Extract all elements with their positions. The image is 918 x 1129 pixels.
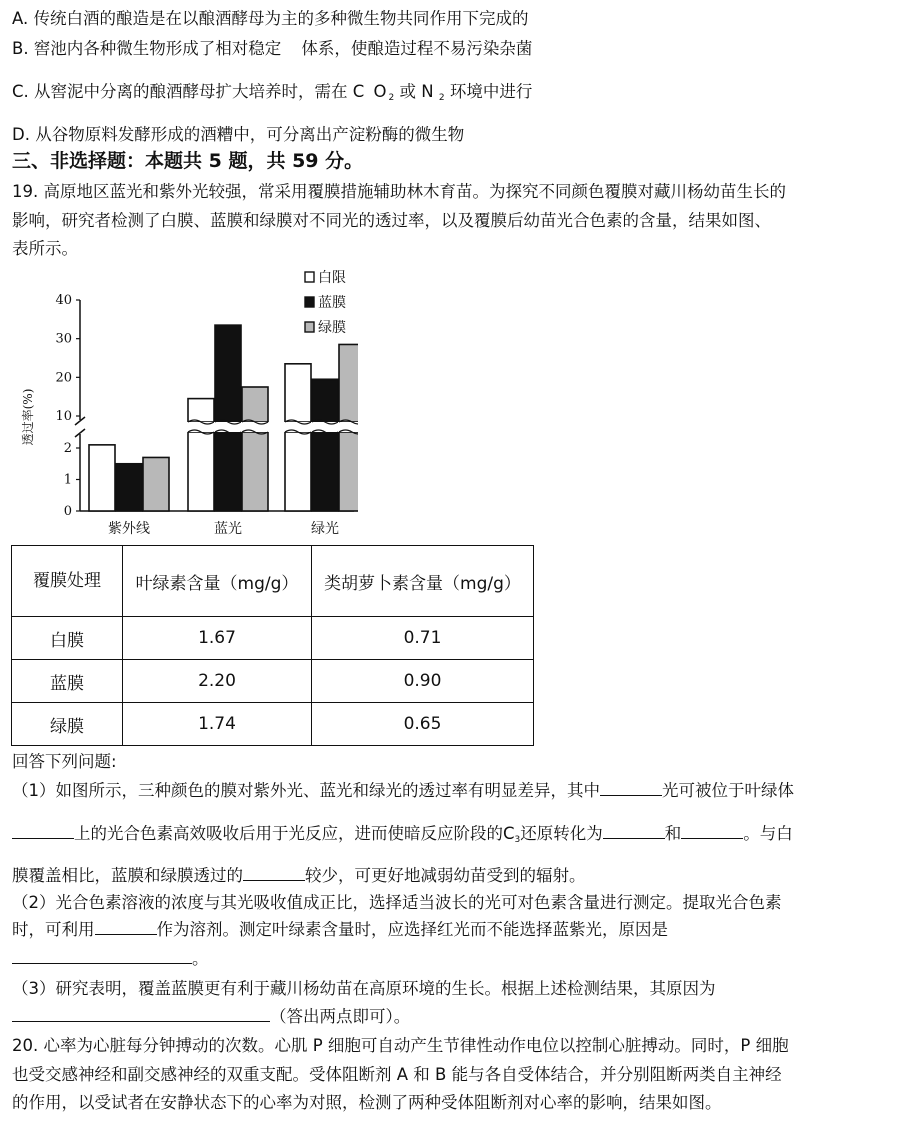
table-row	[12, 660, 534, 703]
table-cell: 0.65	[312, 703, 534, 746]
option-b	[12, 37, 532, 61]
option-c-part2: 环境中进行	[449, 82, 533, 101]
legend-label: 绿膜	[318, 320, 346, 336]
answer-blank[interactable]	[600, 781, 662, 796]
q19-part3-line2	[12, 1005, 410, 1029]
q19-part1-text: 。与白	[743, 824, 793, 843]
option-c	[12, 80, 532, 110]
table-cell: 蓝膜	[12, 660, 123, 703]
x-category-label: 紫外线	[108, 521, 150, 537]
legend-label: 白限	[318, 270, 346, 286]
bar	[143, 457, 169, 511]
q19-part1-text: 光可被位于叶绿体	[662, 781, 794, 800]
table-cell: 绿膜	[12, 703, 123, 746]
y-tick-label: 20	[55, 370, 72, 386]
q19-part2-text: 时，可利用	[12, 920, 95, 939]
bar	[89, 445, 115, 511]
bar-lower-part	[312, 432, 338, 511]
legend-label: 蓝膜	[318, 295, 346, 311]
table-header-cell: 叶绿素含量（mg/g）	[123, 546, 312, 617]
option-b-part1: B. 窖池内各种微生物形成了相对稳定	[12, 39, 282, 58]
q19-part1-line3	[12, 864, 586, 888]
q19-part3-text: （答出两点即可）。	[270, 1007, 411, 1026]
q19-intro-line2: 影响，研究者检测了白膜、蓝膜和绿膜对不同光的透过率，以及覆膜后幼苗光合色素的含量，结果如图、	[12, 211, 771, 230]
y-tick-label: 30	[55, 331, 72, 347]
option-b-part2: 体系，使酿造过程不易污染杂菌	[301, 39, 533, 58]
q20-line3: 的作用，以受试者在安静状态下的心率为对照，检测了两种受体阻断剂对心率的影响，结果如图。	[12, 1093, 722, 1112]
bar-lower-part	[285, 432, 311, 511]
chart-bars	[89, 325, 358, 511]
q19-part1-text: 上的光合色素高效吸收后用于光反应，进而使暗反应阶段的	[74, 824, 503, 843]
q19-part2-text: 。	[192, 949, 209, 968]
answer-prompt: 回答下列问题:	[12, 752, 117, 771]
y-tick-label: 10	[55, 409, 72, 424]
c3-label: C	[503, 824, 515, 843]
chart-legend	[305, 270, 346, 336]
q19-part2-line3	[12, 947, 209, 971]
q19-intro-line3: 表所示。	[12, 239, 78, 258]
q19-part1-line2	[12, 822, 793, 852]
n2-label: N	[421, 82, 434, 101]
answer-blank[interactable]	[603, 824, 665, 839]
q19-part1-text: 和	[664, 824, 682, 843]
y-tick-label: 2	[63, 441, 72, 456]
table-header-row	[12, 546, 534, 617]
bar-upper-part	[215, 325, 241, 422]
q19-part1-text: 膜覆盖相比，蓝膜和绿膜透过的	[12, 866, 243, 885]
option-c-or: 或	[399, 82, 417, 101]
y-tick-label: 1	[63, 472, 72, 488]
x-category-label: 绿光	[311, 521, 339, 537]
c3-subscript: 3	[514, 835, 521, 845]
y-axis-label: 透过率(%)	[21, 388, 35, 446]
legend-swatch	[305, 272, 314, 282]
table-cell: 0.90	[312, 660, 534, 703]
table-header-cell: 类胡萝卜素含量（mg/g）	[312, 546, 534, 617]
bar-upper-part	[188, 399, 214, 422]
table-cell: 0.71	[312, 617, 534, 660]
q19-part2-line1: （2）光合色素溶液的浓度与其光吸收值成正比，选择适当波长的光可对色素含量进行测定。提取光合色素	[12, 893, 782, 912]
bar-upper-part	[285, 364, 311, 422]
n2-subscript: 2	[438, 93, 445, 103]
y-tick-label: 0	[63, 504, 72, 519]
table-cell: 1.74	[123, 703, 312, 746]
option-a: A. 传统白酒的酿造是在以酿酒酵母为主的多种微生物共同作用下完成的	[12, 9, 529, 28]
q19-part2-line2	[12, 918, 668, 942]
bar-lower-part	[215, 432, 241, 511]
answer-blank[interactable]	[12, 824, 74, 839]
bar	[116, 464, 142, 511]
q19-part1-line1	[12, 779, 794, 803]
x-category-label: 蓝光	[214, 521, 242, 537]
q19-part3-line1: （3）研究表明，覆盖蓝膜更有利于藏川杨幼苗在高原环境的生长。根据上述检测结果，其原因为	[12, 979, 716, 998]
option-d: D. 从谷物原料发酵形成的酒糟中，可分离出产淀粉酶的微生物	[12, 125, 465, 144]
table-cell: 2.20	[123, 660, 312, 703]
legend-swatch	[305, 297, 314, 307]
bar-lower-part	[242, 432, 268, 511]
co2-label: C O	[352, 82, 389, 101]
bar-upper-part	[312, 379, 338, 422]
pigment-table	[11, 545, 534, 746]
y-tick-label: 40	[55, 293, 72, 308]
answer-blank[interactable]	[243, 866, 305, 881]
transmittance-bar-chart	[18, 262, 358, 542]
section-heading: 三、非选择题：本题共 5 题，共 59 分。	[12, 150, 364, 172]
table-header-cell: 覆膜处理	[12, 546, 123, 617]
bar-upper-part	[339, 344, 358, 422]
table-cell: 1.67	[123, 617, 312, 660]
answer-blank[interactable]	[681, 824, 743, 839]
q19-part1-text: 还原转化为	[520, 824, 603, 843]
table-cell: 白膜	[12, 617, 123, 660]
bar-upper-part	[242, 387, 268, 422]
answer-blank[interactable]	[12, 949, 192, 964]
bar-lower-part	[339, 432, 358, 511]
q20-line1: 20. 心率为心脏每分钟搏动的次数。心肌 P 细胞可自动产生节律性动作电位以控制心脏搏动。同时，P 细胞	[12, 1036, 789, 1055]
option-c-part1: C. 从窖泥中分离的酿酒酵母扩大培养时，需在	[12, 82, 348, 101]
q19-part1-text: （1）如图所示，三种颜色的膜对紫外光、蓝光和绿光的透过率有明显差异，其中	[12, 781, 600, 800]
answer-blank[interactable]	[95, 920, 157, 935]
q19-part2-text: 作为溶剂。测定叶绿素含量时，应选择红光而不能选择蓝紫光，原因是	[156, 920, 668, 939]
legend-swatch	[305, 322, 314, 332]
q20-line2: 也受交感神经和副交感神经的双重支配。受体阻断剂 A 和 B 能与各自受体结合，并分别阻断两类自主神经	[12, 1065, 782, 1084]
table-row	[12, 617, 534, 660]
bar-lower-part	[188, 432, 214, 511]
answer-blank[interactable]	[12, 1007, 270, 1022]
table-row	[12, 703, 534, 746]
co2-subscript: 2	[388, 93, 395, 103]
q19-part1-text: 较少，可更好地减弱幼苗受到的辐射。	[305, 866, 586, 885]
q19-intro-line1: 19. 高原地区蓝光和紫外光较强，常采用覆膜措施辅助林木育苗。为探究不同颜色覆膜对藏川杨幼苗生长的	[12, 182, 786, 201]
